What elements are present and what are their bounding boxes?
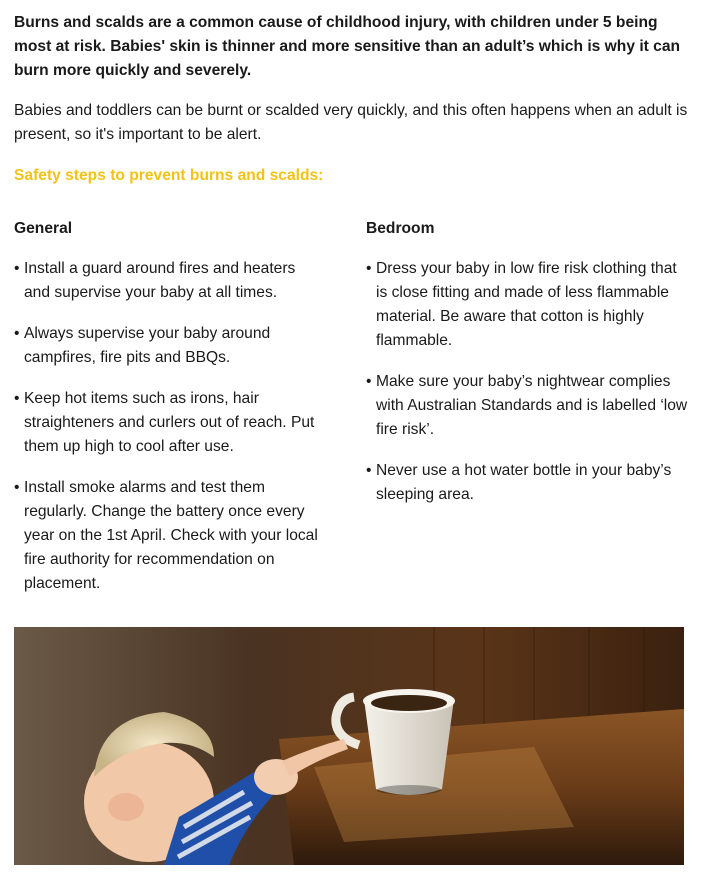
bullet-icon: • (14, 325, 20, 342)
bullet-icon: • (366, 462, 372, 479)
general-section (14, 217, 344, 613)
list-item: • Dress your baby in low fire risk clothing that is close fitting and made of less flammable material. Be aware that cotton is highly flammable. (366, 257, 688, 353)
bedroom-section (366, 217, 696, 524)
bullet-icon: • (14, 390, 20, 407)
general-list (14, 257, 344, 596)
bedroom-heading: Bedroom (366, 220, 435, 237)
bedroom-list (366, 257, 696, 507)
toddler-mug-photo (14, 627, 684, 865)
safety-steps-heading: Safety steps to prevent burns and scalds: (14, 167, 324, 184)
bullet-icon: • (366, 260, 372, 277)
list-item: • Install a guard around fires and heaters and supervise your baby at all times. (14, 257, 324, 305)
list-item: • Always supervise your baby around campfires, fire pits and BBQs. (14, 322, 324, 370)
bullet-icon: • (14, 260, 20, 277)
list-item: • Never use a hot water bottle in your baby’s sleeping area. (366, 459, 688, 507)
list-item: • Keep hot items such as irons, hair straighteners and curlers out of reach. Put them up high to cool after use. (14, 387, 324, 459)
alert-paragraph: Babies and toddlers can be burnt or scalded very quickly, and this often happens when an adult is present, so it's important to be alert. (14, 102, 688, 143)
list-item: • Install smoke alarms and test them regularly. Change the battery once every year on the 1st April. Check with your local fire authority for recommendation on placement. (14, 476, 324, 596)
intro-text: Burns and scalds are a common cause of childhood injury, with children under 5 being most at risk. Babies' skin is thinner and more sensitive than an adult’s which is why it can burn more quickly and severely. (14, 14, 681, 79)
list-item: • Make sure your baby’s nightwear complies with Australian Standards and is labelled ‘low fire risk’. (366, 370, 688, 442)
general-heading: General (14, 220, 73, 237)
bullet-icon: • (14, 479, 20, 496)
bullet-icon: • (366, 373, 372, 390)
